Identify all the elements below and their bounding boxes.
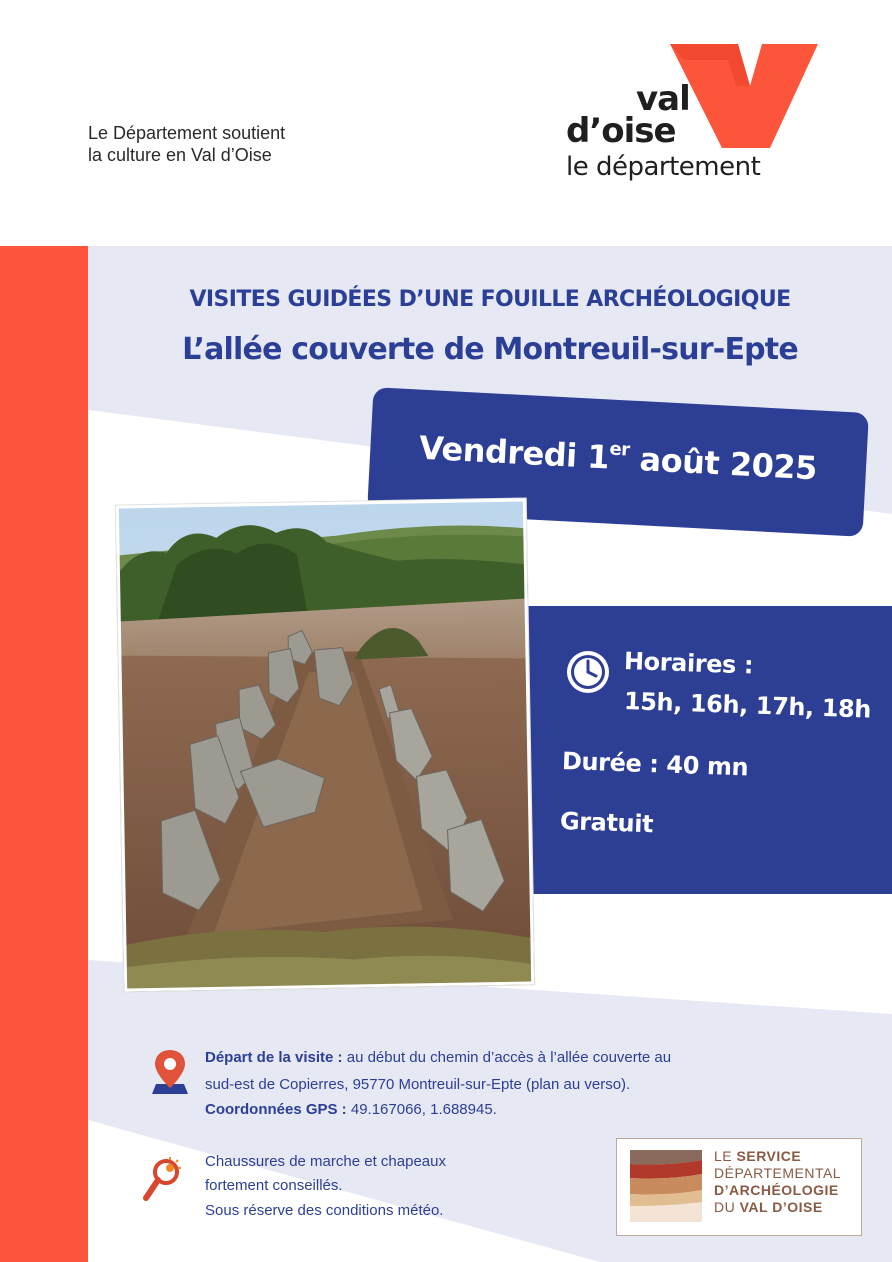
clock-icon [564,648,612,696]
service-line-2: DÉPARTEMENTAL [714,1165,842,1181]
gratuit-text: Gratuit [559,807,654,839]
logo-val-text: val [636,79,690,119]
service-line-4a: DU [714,1199,740,1215]
horaires-value: 15h, 16h, 17h, 18h [623,687,872,724]
title-line-2: L’allée couverte de Montreuil-sur-Epte [182,332,798,367]
logo-departement-text: le département [566,152,761,182]
service-line-4b: VAL D’OISE [739,1199,823,1215]
depart-line-2: sud-est de Copierres, 95770 Montreuil-sur-Epte (plan au verso). [205,1076,631,1093]
date-sup: er [608,438,631,461]
gps-label: Coordonnées GPS : [205,1101,347,1118]
title-line-1: VISITES GUIDÉES D’UNE FOUILLE ARCHÉOLOGIQUE [189,287,791,312]
magnifier-sun-icon [140,1154,192,1206]
service-line-1 [714,1148,841,1165]
service-line-1a: LE [714,1148,737,1164]
date-suffix: août 2025 [628,439,818,488]
support-line-1: Le Département soutient [88,123,286,143]
excavation-photo [116,498,534,991]
gps-line [205,1096,497,1123]
advice-line-1: Chaussures de marche et chapeaux [205,1153,446,1170]
location-pin-icon [152,1048,188,1096]
strata-icon [630,1150,702,1222]
horaires-label: Horaires : [623,647,754,680]
support-line-2: la culture en Val d’Oise [88,145,272,165]
date-prefix: Vendredi 1 [418,428,611,477]
service-text [714,1148,841,1216]
service-line-3: D’ARCHÉOLOGIE [714,1182,839,1198]
support-text [88,122,388,166]
service-line-1b: SERVICE [736,1148,802,1164]
gps-value: 49.167066, 1.688945. [346,1101,497,1118]
depart-text: au début du chemin d’accès à l’allée couverte au [342,1049,672,1066]
advice-line-3: Sous réserve des conditions météo. [205,1202,444,1219]
excavation-photo-drawing [116,498,534,991]
advice-line-2: fortement conseillés. [205,1177,343,1194]
depart-line-1 [205,1044,671,1071]
service-line-4 [714,1199,841,1216]
logo-doise-text: d’oise [566,111,676,151]
depart-label: Départ de la visite : [205,1049,343,1066]
duree-text: Durée : 40 mn [561,747,749,782]
